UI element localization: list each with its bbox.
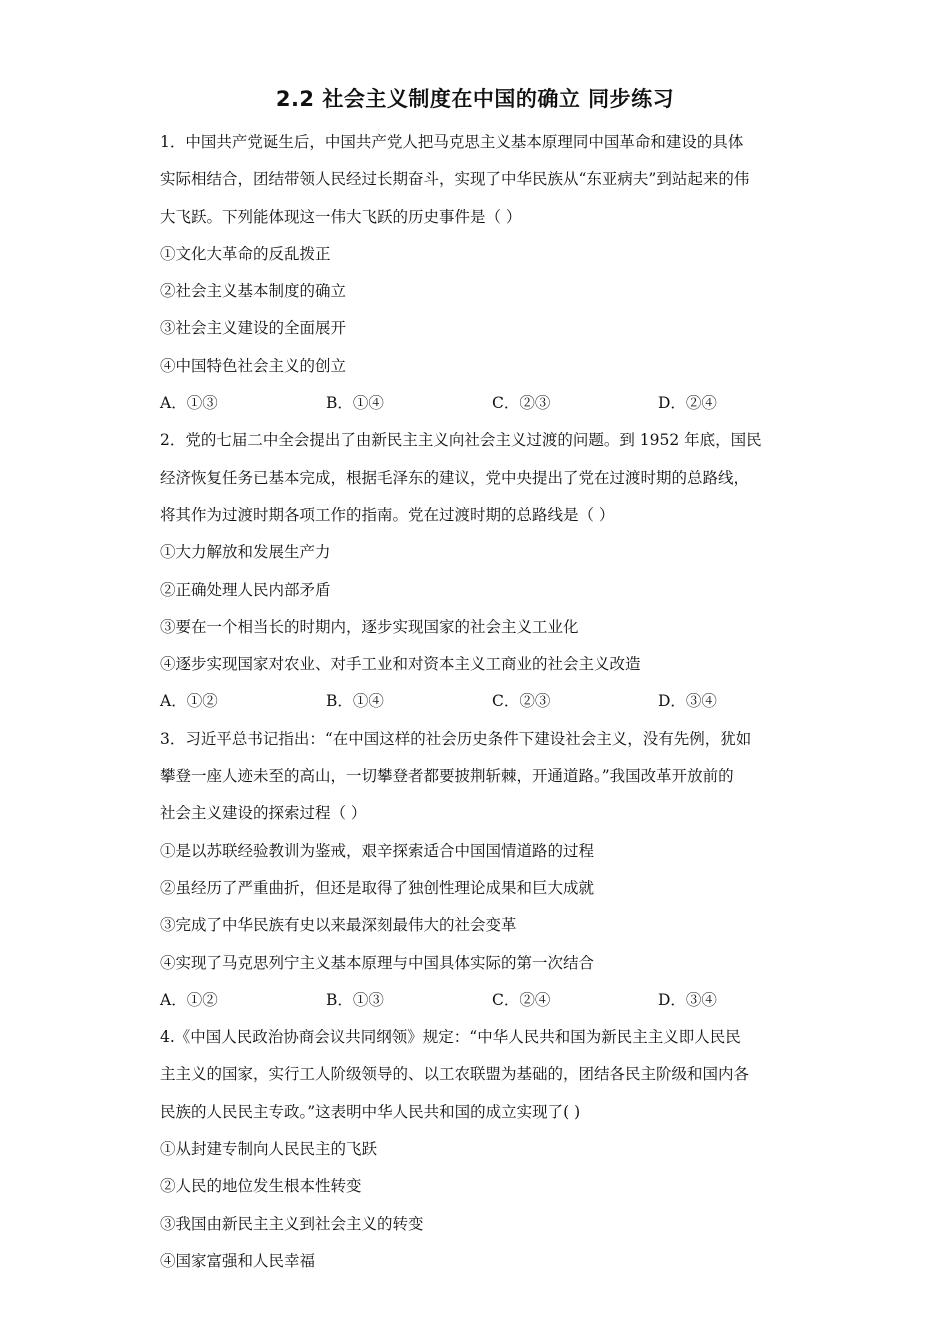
statement-item: ③完成了中华民族有史以来最深刻最伟大的社会变革	[160, 916, 517, 935]
option-c: C．②③	[492, 692, 551, 711]
page-title: 2.2 社会主义制度在中国的确立 同步练习	[275, 87, 675, 111]
option-a: A．①②	[160, 692, 218, 711]
statement-item: ④逐步实现国家对农业、对手工业和对资本主义工商业的社会主义改造	[160, 655, 641, 674]
statement-item: ④国家富强和人民幸福	[160, 1251, 316, 1270]
question-stem-line: 主主义的国家，实行工人阶级领导的、以工农联盟为基础的，团结各民主阶级和国内各	[160, 1065, 750, 1084]
question-stem-line: 大飞跃。下列能体现这一伟大飞跃的历史事件是（ ）	[160, 207, 522, 226]
statement-item: ①大力解放和发展生产力	[160, 543, 331, 562]
question-stem-line: 1．中国共产党诞生后，中国共产党人把马克思主义基本原理同中国革命和建设的具体	[160, 133, 744, 151]
statement-item: ④实现了马克思列宁主义基本原理与中国具体实际的第一次结合	[160, 953, 595, 972]
answer-options	[160, 982, 800, 1019]
statement-item: ③社会主义建设的全面展开	[160, 319, 347, 338]
statement-item: ①是以苏联经验教训为鉴戒，艰辛探索适合中国国情道路的过程	[160, 841, 595, 860]
answer-options	[160, 683, 800, 720]
option-b: B．①④	[326, 692, 384, 711]
answer-options	[160, 385, 800, 422]
statement-item: ①从封建专制向人民民主的飞跃	[160, 1140, 378, 1159]
question-4	[160, 1019, 800, 1280]
option-d: D．③④	[658, 990, 717, 1009]
option-b: B．①③	[326, 990, 384, 1009]
question-3	[160, 721, 800, 1019]
statement-item: ④中国特色社会主义的创立	[160, 356, 347, 375]
option-a: A．①③	[160, 394, 218, 413]
option-d: D．②④	[658, 394, 717, 413]
option-c: C．②④	[492, 990, 551, 1009]
statement-item: ②正确处理人民内部矛盾	[160, 580, 331, 599]
option-a: A．①②	[160, 990, 218, 1009]
option-d: D．③④	[658, 692, 717, 711]
question-stem-line: 2．党的七届二中全会提出了由新民主主义向社会主义过渡的问题。到 1952 年底，国民	[160, 431, 762, 450]
question-stem-line: 4.《中国人民政治协商会议共同纲领》规定：“中华人民共和国为新民主主义即人民民	[160, 1028, 741, 1047]
statement-item: ③我国由新民主主义到社会主义的转变	[160, 1214, 424, 1233]
question-1	[160, 124, 800, 422]
statement-item: ②虽经历了严重曲折，但还是取得了独创性理论成果和巨大成就	[160, 878, 595, 897]
question-stem-line: 攀登一座人迹未至的高山，一切攀登者都要披荆斩棘，开通道路。”我国改革开放前的	[160, 767, 734, 786]
question-2	[160, 422, 800, 720]
question-stem-line: 3．习近平总书记指出：“在中国这样的社会历史条件下建设社会主义，没有先例，犹如	[160, 729, 752, 748]
statement-item: ②社会主义基本制度的确立	[160, 282, 347, 301]
question-stem-line: 社会主义建设的探索过程（ ）	[160, 804, 367, 823]
question-list	[160, 124, 800, 1280]
question-stem-line: 将其作为过渡时期各项工作的指南。党在过渡时期的总路线是（ ）	[160, 505, 615, 524]
option-c: C．②③	[492, 394, 551, 413]
option-b: B．①④	[326, 394, 384, 413]
statement-item: ③要在一个相当长的时期内，逐步实现国家的社会主义工业化	[160, 617, 579, 636]
statement-item: ②人民的地位发生根本性转变	[160, 1177, 362, 1196]
question-stem-line: 经济恢复任务已基本完成，根据毛泽东的建议，党中央提出了党在过渡时期的总路线，	[160, 468, 750, 487]
statement-item: ①文化大革命的反乱拨正	[160, 244, 331, 263]
question-stem-line: 民族的人民民主专政。”这表明中华人民共和国的成立实现了( )	[160, 1102, 581, 1121]
question-stem-line: 实际相结合，团结带领人民经过长期奋斗，实现了中华民族从“东亚病夫”到站起来的伟	[160, 170, 750, 189]
